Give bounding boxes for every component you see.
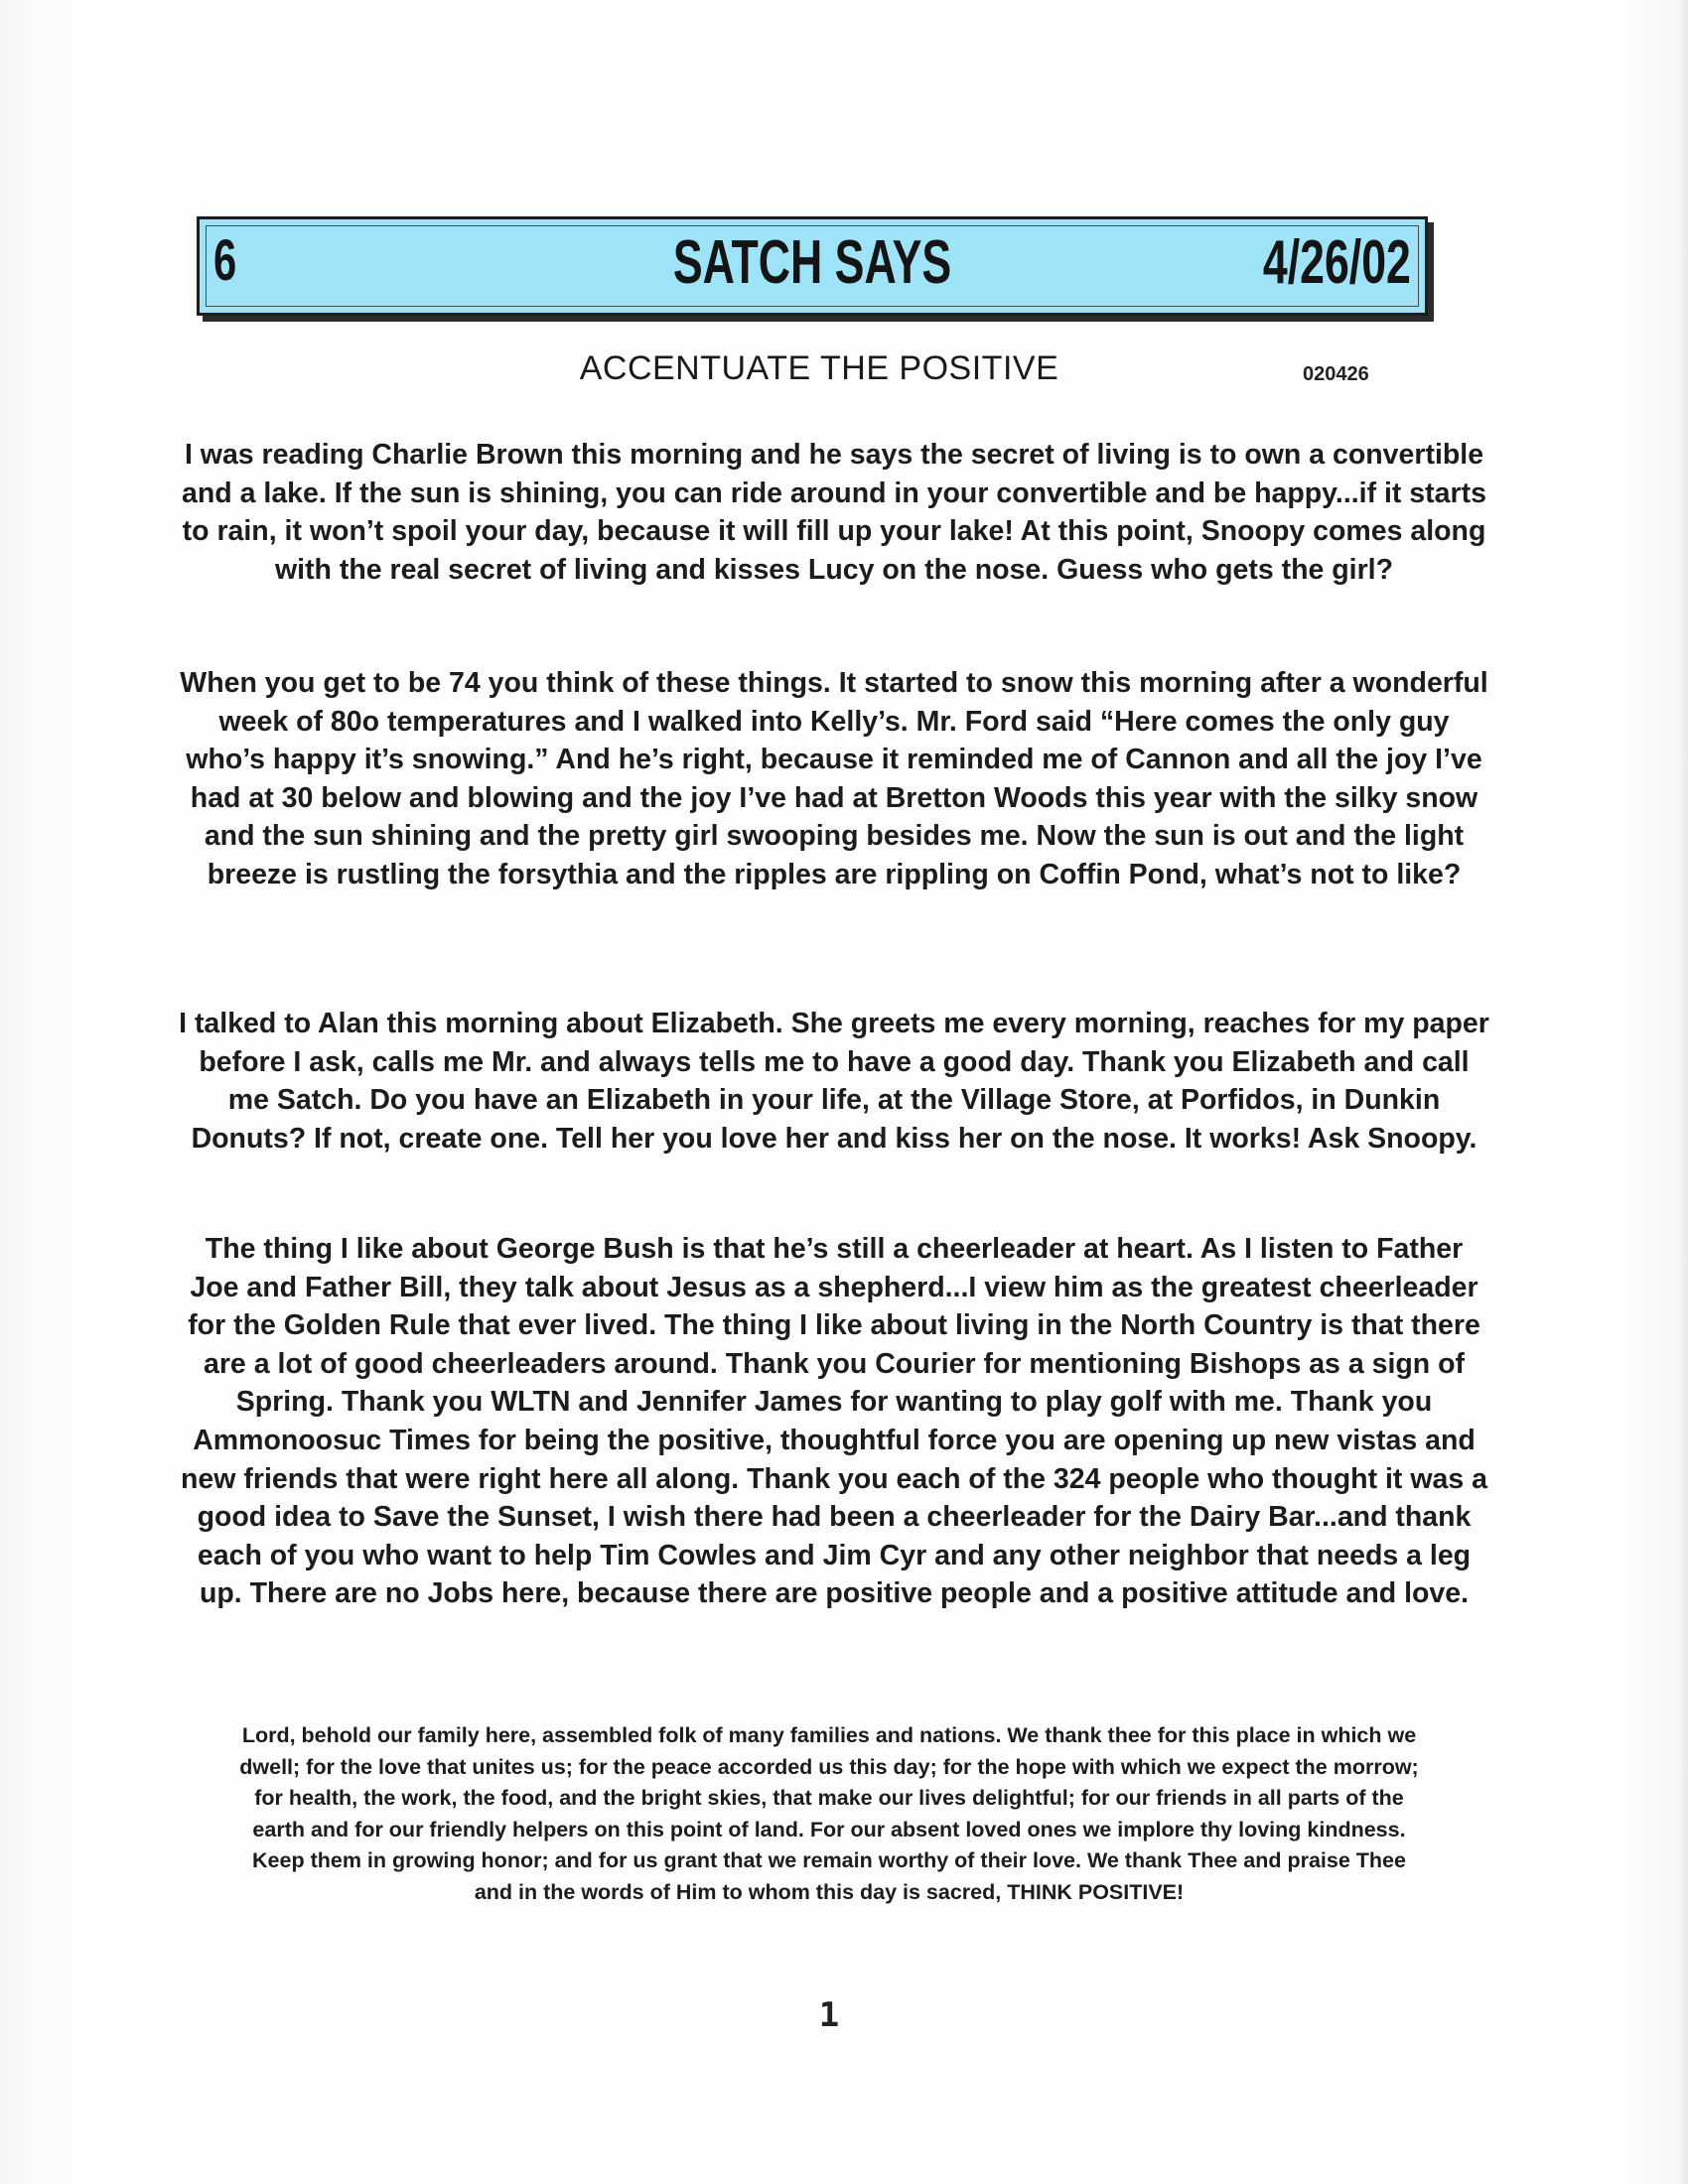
closing-prayer: Lord, behold our family here, assembled folk of many families and nations. We thank thee for this place in which we dwell; for the love that unites us; for the peace accorded us this day; for the hope with which we expect the morrow; for health, the work, the food, and the bright skies, that make our lives delightful; for our friends in all parts of the earth and for our friendly helpers on this point of land. For our absent loved ones we implore thy loving kindness. Keep them in growing honor; and for us grant that we remain worthy of their love. We thank Thee and praise Thee and in the words of Him to whom this day is sacred, THINK POSITIVE! — [239, 1723, 1419, 1904]
paragraph: The thing I like about George Bush is that he’s still a cheerleader at heart. As I listen to Father Joe and Father Bill, they talk about Jesus as a shepherd...I view him as the greatest cheerleader for the Golden Rule that ever lived. The thing I like about living in the North Country is that there are a lot of good cheerleaders around. Thank you Courier for mentioning Bishops as a sign of Spring. Thank you WLTN and Jennifer James for wanting to play golf with me. Thank you Ammonoosuc Times for being the positive, thoughtful force you are opening up new vistas and new friends that were right here all along. Thank you each of the 324 people who thought it was a good idea to Save the Sunset, I wish there had been a cheerleader for the Dairy Bar...and thank each of you who want to help Tim Cowles and Jim Cyr and any other neighbor that needs a leg up. There are no Jobs here, because there are positive people and a positive attitude and love. — [181, 1233, 1487, 1610]
column-title: SATCH SAYS — [672, 228, 952, 297]
article-code: 020426 — [1303, 363, 1369, 385]
paragraph: I talked to Alan this morning about Elizabeth. She greets me every morning, reaches for my paper before I ask, calls me Mr. and always tells me to have a good day. Thank you Elizabeth and call me Satch. Do you have an Elizabeth in your life, at the Village Store, at Porfidos, in Dunkin Donuts? If not, create one. Tell her you love her and kiss her on the nose. It works! Ask Snoopy. — [179, 1008, 1489, 1155]
article-title: ACCENTUATE THE POSITIVE — [579, 349, 1059, 387]
column-header-banner — [197, 216, 1428, 316]
issue-date: 4/26/02 — [1263, 228, 1411, 297]
paragraph: I was reading Charlie Brown this morning and he says the secret of living is to own a convertible and a lake. If the sun is shining, you can ride around in your convertible and be happy...if it starts to rain, it won’t spoil your day, because it will fill up your lake! At this point, Snoopy comes along with the real secret of living and kisses Lucy on the nose. Guess who gets the girl? — [182, 439, 1486, 586]
paragraph: When you get to be 74 you think of these things. It started to snow this morning after a wonderful week of 80o temperatures and I walked into Kelly’s. Mr. Ford said “Here comes the only guy who’s happy it’s snowing.” And he’s right, because it reminded me of Cannon and all the joy I’ve had at 30 below and blowing and the joy I’ve had at Bretton Woods this year with the silky snow and the sun shining and the pretty girl swooping besides me. Now the sun is out and the light breeze is rustling the forsythia and the ripples are rippling on Coffin Pond, what’s not to like? — [180, 667, 1488, 890]
issue-number: 6 — [213, 228, 235, 293]
page-number: 1 — [818, 1995, 840, 2035]
